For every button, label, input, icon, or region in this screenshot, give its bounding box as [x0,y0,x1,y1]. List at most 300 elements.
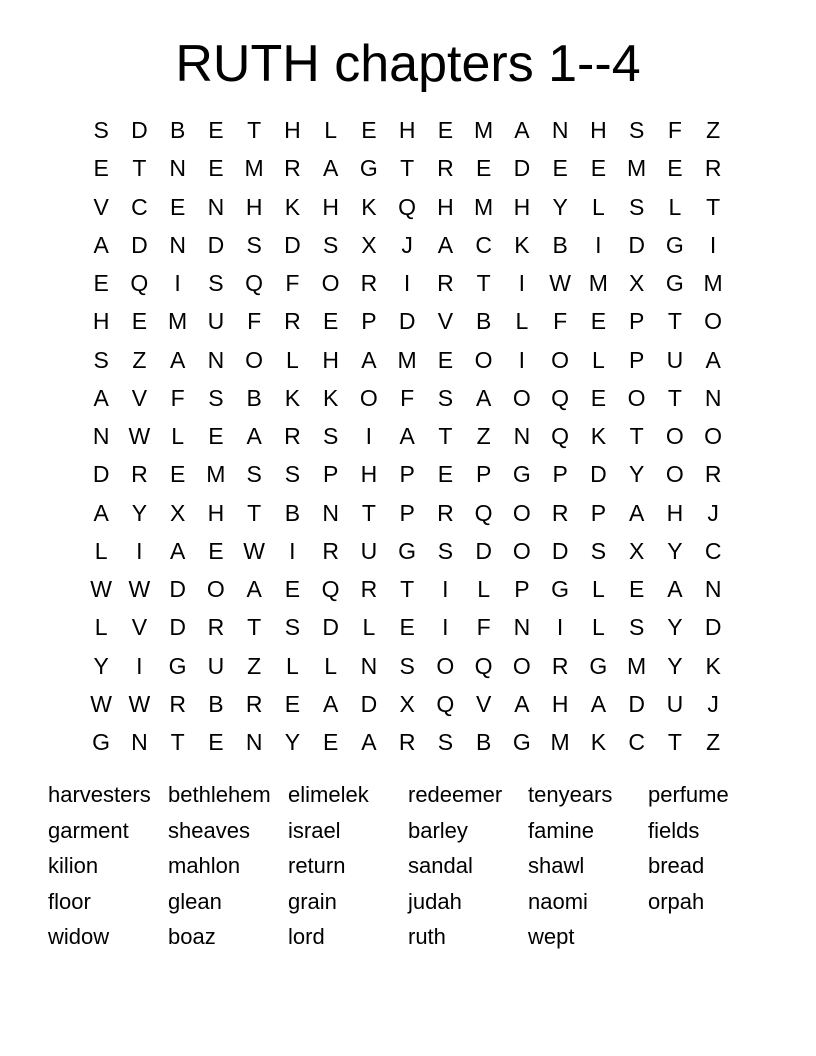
grid-letter: R [284,308,301,335]
grid-letter: G [512,461,531,488]
grid-letter: W [128,576,151,603]
grid-letter: T [170,729,185,756]
grid-letter: A [93,384,109,411]
grid-letter: U [666,690,684,717]
grid-letter: T [438,423,453,450]
grid-letter: R [551,499,569,526]
grid-letter: S [399,652,415,679]
grid-letter: S [93,346,109,373]
grid-letter: N [513,423,531,450]
grid-letter: Y [667,652,683,679]
grid-letter: A [246,423,262,450]
grid-letter: R [360,270,378,297]
word-list-item: kilion [48,853,99,879]
grid-letter: L [668,193,682,220]
word-list-item: sandal [408,853,473,879]
grid-letter: T [400,576,415,603]
grid-letter: E [437,461,454,488]
grid-letter: O [627,384,646,411]
word-list [48,777,768,955]
grid-letter: M [397,346,417,373]
grid-row [82,455,732,493]
grid-letter: D [360,690,378,717]
grid-letter: K [361,193,377,220]
grid-letter: M [550,729,570,756]
grid-row [82,685,732,723]
grid-row [82,647,732,685]
grid-letter: B [208,690,224,717]
word-list-item: boaz [168,924,216,950]
grid-letter: L [591,193,605,220]
grid-letter: Y [93,652,109,679]
grid-letter: S [437,729,454,756]
grid-letter: G [398,537,417,564]
grid-letter: G [359,155,378,182]
grid-letter: S [590,537,607,564]
grid-letter: T [400,155,415,182]
grid-letter: D [92,461,110,488]
grid-letter: A [628,499,645,526]
grid-letter: I [518,270,526,297]
grid-letter: C [131,193,148,220]
grid-letter: G [168,652,187,679]
grid-letter: O [321,270,340,297]
grid-letter: A [169,537,186,564]
grid-letter: E [590,308,607,335]
grid-letter: E [284,576,301,603]
word-list-item: israel [288,817,341,843]
grid-letter: H [284,117,301,144]
grid-letter: Y [667,537,683,564]
grid-letter: E [131,308,148,335]
grid-letter: D [131,117,148,144]
grid-letter: P [552,461,568,488]
grid-row [82,379,732,417]
grid-letter: G [92,729,111,756]
grid-letter: X [628,270,645,297]
grid-row [82,226,732,264]
grid-letter: A [361,729,377,756]
grid-row [82,417,732,455]
grid-letter: O [206,576,225,603]
grid-letter: Z [706,117,721,144]
grid-letter: Q [398,193,417,220]
grid-letter: J [401,231,413,258]
grid-letter: J [707,499,719,526]
grid-letter: I [365,423,373,450]
grid-letter: Q [474,652,493,679]
grid-letter: E [437,346,454,373]
grid-row [82,494,732,532]
grid-letter: Q [321,576,340,603]
grid-letter: G [665,270,684,297]
grid-letter: G [512,729,531,756]
grid-letter: E [590,155,607,182]
word-list-item: barley [408,817,468,843]
grid-letter: D [513,155,531,182]
word-list-item: mahlon [168,853,241,879]
grid-letter: D [322,614,339,641]
grid-letter: A [93,231,109,258]
grid-letter: F [400,384,415,411]
grid-letter: I [403,270,411,297]
grid-letter: C [628,729,645,756]
grid-letter: E [322,308,339,335]
grid-letter: K [705,652,721,679]
grid-row [82,111,732,149]
grid-letter: V [131,614,148,641]
grid-letter: E [475,155,492,182]
grid-letter: Y [667,614,683,641]
grid-letter: A [399,423,415,450]
grid-letter: L [324,652,338,679]
grid-letter: T [667,384,682,411]
grid-letter: E [322,729,339,756]
grid-row [82,149,732,187]
grid-letter: Q [551,384,570,411]
grid-letter: D [284,231,301,258]
grid-letter: R [398,729,416,756]
grid-letter: A [93,499,109,526]
word-list-item: return [288,853,346,879]
grid-letter: W [90,576,112,603]
grid-letter: I [556,614,564,641]
grid-letter: R [704,155,722,182]
grid-letter: F [553,308,568,335]
grid-letter: A [514,117,530,144]
grid-letter: N [360,652,378,679]
grid-letter: Y [284,729,301,756]
grid-letter: N [551,117,569,144]
grid-letter: D [704,614,722,641]
grid-letter: T [132,155,147,182]
grid-letter: I [136,652,143,679]
grid-letter: D [590,461,607,488]
grid-letter: M [588,270,608,297]
grid-letter: H [322,193,339,220]
grid-letter: X [169,499,186,526]
grid-row [82,264,732,302]
grid-row [82,188,732,226]
grid-letter: N [322,499,339,526]
grid-letter: C [704,537,722,564]
grid-letter: O [512,652,531,679]
grid-letter: O [704,308,723,335]
grid-letter: L [94,614,108,641]
grid-letter: H [551,690,569,717]
grid-letter: N [92,423,110,450]
grid-letter: G [589,652,608,679]
grid-letter: B [169,117,186,144]
grid-letter: E [208,729,224,756]
grid-letter: K [514,231,530,258]
grid-letter: M [703,270,723,297]
grid-letter: L [591,576,605,603]
grid-letter: A [667,576,683,603]
grid-letter: R [551,652,569,679]
grid-letter: T [247,117,262,144]
grid-letter: T [706,193,721,220]
grid-row [82,341,732,379]
word-list-item: elimelek [288,782,369,807]
grid-letter: W [90,690,112,717]
grid-row [82,532,732,570]
grid-letter: P [628,308,645,335]
grid-letter: E [590,384,607,411]
grid-letter: Y [552,193,568,220]
word-list-item: wept [528,924,575,950]
grid-letter: I [289,537,296,564]
grid-letter: I [442,576,449,603]
grid-letter: Y [131,499,148,526]
grid-letter: S [628,193,645,220]
grid-letter: N [704,576,722,603]
grid-letter: D [628,690,645,717]
grid-letter: R [437,499,454,526]
grid-letter: L [171,423,185,450]
grid-letter: R [437,155,454,182]
grid-letter: H [245,193,263,220]
grid-letter: T [667,308,682,335]
grid-letter: T [667,729,682,756]
grid-letter: M [244,155,264,182]
grid-letter: Z [247,652,262,679]
grid-letter: R [245,690,263,717]
grid-letter: M [206,461,226,488]
grid-letter: Q [245,270,264,297]
word-list-item: judah [408,888,462,914]
grid-letter: L [362,614,376,641]
grid-letter: A [361,346,377,373]
grid-letter: T [476,270,491,297]
word-list-item: redeemer [408,782,503,807]
grid-letter: S [208,270,224,297]
grid-letter: D [169,614,186,641]
grid-letter: D [628,231,645,258]
grid-letter: S [93,117,109,144]
grid-letter: N [207,193,225,220]
grid-letter: R [169,690,186,717]
grid-letter: B [246,384,262,411]
grid-letter: P [590,499,607,526]
word-list-item: tenyears [528,782,613,807]
grid-letter: K [322,384,339,411]
grid-letter: Q [436,690,455,717]
grid-letter: L [591,346,605,373]
grid-letter: U [666,346,684,373]
grid-letter: B [284,499,301,526]
grid-letter: A [475,384,492,411]
grid-letter: E [437,117,454,144]
grid-letter: E [628,576,645,603]
grid-letter: R [704,461,722,488]
grid-letter: V [437,308,454,335]
grid-letter: W [243,537,265,564]
grid-letter: Y [628,461,645,488]
grid-letter: H [398,117,416,144]
word-list-item: glean [168,888,222,914]
grid-letter: W [549,270,571,297]
grid-letter: T [629,423,644,450]
grid-letter: P [514,576,530,603]
grid-letter: S [322,423,339,450]
grid-letter: G [551,576,570,603]
word-list-item: fields [648,817,700,843]
grid-letter: I [174,270,181,297]
grid-letter: O [665,461,684,488]
grid-letter: N [245,729,263,756]
grid-letter: S [628,117,645,144]
grid-letter: A [705,346,721,373]
grid-letter: O [512,537,531,564]
word-list-item: ruth [408,924,446,950]
grid-letter: I [442,614,449,641]
word-list-item: naomi [528,888,588,914]
grid-letter: M [474,117,494,144]
grid-letter: J [707,690,719,717]
grid-letter: R [322,537,339,564]
grid-letter: E [208,155,224,182]
grid-letter: K [284,384,301,411]
grid-letter: V [475,690,492,717]
grid-letter: U [207,652,225,679]
grid-letter: P [628,346,645,373]
word-list-item: orpah [648,888,705,914]
grid-letter: V [131,384,148,411]
grid-letter: E [169,193,186,220]
grid-letter: T [247,499,262,526]
grid-letter: R [360,576,378,603]
grid-letter: L [477,576,491,603]
grid-letter: E [93,155,109,182]
grid-letter: S [284,461,301,488]
grid-letter: F [170,384,185,411]
grid-letter: W [128,690,151,717]
grid-letter: F [285,270,300,297]
grid-letter: P [361,308,377,335]
word-list-item: shawl [528,853,585,879]
grid-letter: N [513,614,531,641]
grid-row [82,608,732,646]
grid-letter: P [399,499,415,526]
grid-letter: O [512,499,531,526]
grid-letter: S [246,461,262,488]
grid-letter: E [284,690,301,717]
grid-letter: N [131,729,148,756]
grid-letter: M [627,155,647,182]
grid-letter: S [628,614,645,641]
grid-letter: C [475,231,492,258]
grid-letter: S [437,537,454,564]
grid-letter: H [437,193,454,220]
grid-letter: H [92,308,110,335]
grid-letter: T [361,499,376,526]
word-list-item: famine [528,817,595,843]
grid-letter: Z [706,729,721,756]
letter-grid [82,111,732,761]
grid-letter: R [284,423,301,450]
word-list-item: garment [48,817,129,843]
word-list-item: sheaves [168,817,250,843]
grid-letter: O [436,652,455,679]
grid-letter: T [247,614,262,641]
grid-letter: F [476,614,491,641]
grid-letter: L [285,652,299,679]
grid-letter: S [437,384,454,411]
grid-letter: H [666,499,684,526]
grid-letter: I [595,231,602,258]
grid-letter: A [246,576,262,603]
grid-letter: O [474,346,493,373]
grid-letter: R [284,155,301,182]
grid-letter: X [628,537,645,564]
grid-letter: K [284,193,301,220]
grid-letter: E [667,155,683,182]
grid-letter: N [704,384,722,411]
grid-letter: E [208,117,224,144]
grid-letter: Q [474,499,493,526]
grid-letter: A [590,690,607,717]
grid-letter: E [208,537,224,564]
word-list-item: widow [48,924,110,950]
grid-letter: A [322,690,339,717]
grid-letter: X [399,690,415,717]
grid-letter: E [93,270,109,297]
grid-letter: B [552,231,568,258]
grid-letter: L [285,346,299,373]
word-list-item: floor [48,888,91,914]
grid-letter: N [169,231,186,258]
grid-letter: I [518,346,526,373]
grid-letter: R [207,614,225,641]
grid-row [82,570,732,608]
grid-letter: L [591,614,605,641]
grid-letter: Z [476,423,491,450]
word-list-item: grain [288,888,337,914]
grid-letter: D [169,576,186,603]
grid-letter: M [627,652,647,679]
grid-letter: L [324,117,338,144]
grid-letter: K [590,423,607,450]
grid-row [82,302,732,340]
grid-letter: O [665,423,684,450]
grid-letter: L [94,537,108,564]
word-list-item: bethlehem [168,782,271,807]
grid-letter: O [704,423,723,450]
grid-letter: P [322,461,339,488]
grid-letter: O [512,384,531,411]
grid-letter: I [136,537,143,564]
grid-letter: Z [132,346,147,373]
grid-letter: M [474,193,494,220]
grid-letter: A [437,231,454,258]
word-list-item: perfume [648,782,729,807]
grid-letter: D [551,537,569,564]
grid-letter: B [475,729,492,756]
grid-letter: B [475,308,492,335]
grid-letter: S [208,384,224,411]
grid-letter: H [322,346,339,373]
grid-letter: Q [551,423,570,450]
grid-letter: A [514,690,530,717]
grid-letter: O [245,346,264,373]
grid-letter: D [398,308,416,335]
word-list-item: harvesters [48,782,151,807]
grid-letter: D [475,537,492,564]
grid-letter: S [284,614,301,641]
grid-letter: E [208,423,224,450]
grid-letter: N [207,346,225,373]
